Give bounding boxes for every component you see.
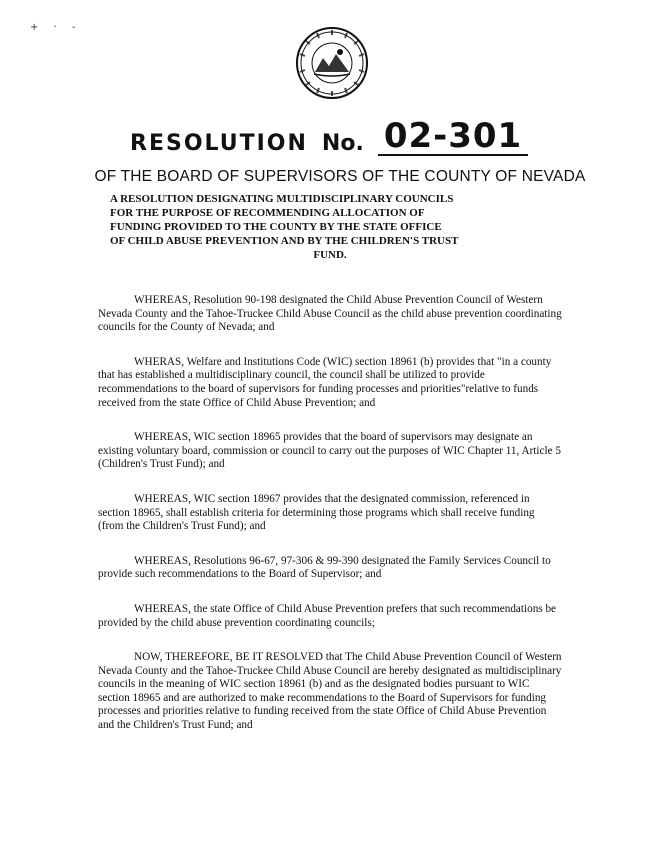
whereas-paragraph: WHEREAS, Resolution 90-198 designated the Child Abuse Prevention Council of Western Nevada County and the Tahoe-Truckee Child Abuse Council as the child abuse prevention coordinating councils for the County of Nevada; and bbox=[98, 294, 562, 334]
whereas-paragraph: WHEREAS, the state Office of Child Abuse Prevention prefers that such recommendations be provided by the child abuse prevention coordinating councils; bbox=[98, 602, 557, 629]
subtitle-line: FOR THE PURPOSE OF RECOMMENDING ALLOCATION OF bbox=[110, 207, 425, 219]
subtitle-line: FUND. bbox=[313, 249, 347, 261]
whereas-paragraph: WHERAS, Welfare and Institutions Code (WIC) section 18961 (b) provides that "in a county that has established a multidisciplinary council, the council shall be utilized to provide recommendations to the board of supervisors for funding processes and priorities"relative to funds received from the state Office of Child Abuse Prevention; and bbox=[98, 355, 552, 409]
board-heading: OF THE BOARD OF SUPERVISORS OF THE COUNTY OF NEVADA bbox=[94, 168, 586, 185]
whereas-paragraph: WHEREAS, WIC section 18967 provides that the designated commission, referenced in section 18965, shall establish criteria for determining those programs which shall receive funding (from the Children's Trust Fund); and bbox=[98, 492, 535, 533]
resolution-body bbox=[98, 294, 562, 754]
county-seal-icon bbox=[295, 26, 369, 100]
resolution-title bbox=[130, 110, 590, 156]
subtitle-line: FUNDING PROVIDED TO THE COUNTY BY THE STATE OFFICE bbox=[110, 221, 442, 233]
whereas-paragraph: WHEREAS, WIC section 18965 provides that the board of supervisors may designate an existing voluntary board, commission or council to carry out the purposes of WIC Chapter 11, Article 5 (Children's Trust Fund); and bbox=[98, 431, 561, 471]
resolution-subtitle bbox=[110, 192, 550, 262]
subtitle-line: OF CHILD ABUSE PREVENTION AND BY THE CHILDREN'S TRUST bbox=[110, 235, 459, 247]
title-word: RESOLUTION bbox=[130, 131, 308, 156]
scan-specks: + · - bbox=[30, 22, 82, 33]
subtitle-line: A RESOLUTION DESIGNATING MULTIDISCIPLINARY COUNCILS bbox=[110, 193, 454, 205]
resolution-number: 02-301 bbox=[378, 118, 528, 156]
whereas-paragraph: WHEREAS, Resolutions 96-67, 97-306 & 99-390 designated the Family Services Council to provide such recommendations to the Board of Supervisor; and bbox=[98, 554, 551, 581]
resolved-paragraph: NOW, THEREFORE, BE IT RESOLVED that The Child Abuse Prevention Council of Western Nevada County and the Tahoe-Truckee Child Abuse Council are hereby designated as multidisciplinary councils in the meaning of WIC section 18961 (b) and as the designated bodies pursuant to WIC section 18965 and are authorized to make recommendations to the Board of Supervisors for funding processes and priorities relative to funding received from the state Office of Child Abuse Prevention and the Children's Trust Fund; and bbox=[98, 651, 562, 732]
title-no-label: No. bbox=[321, 131, 364, 156]
